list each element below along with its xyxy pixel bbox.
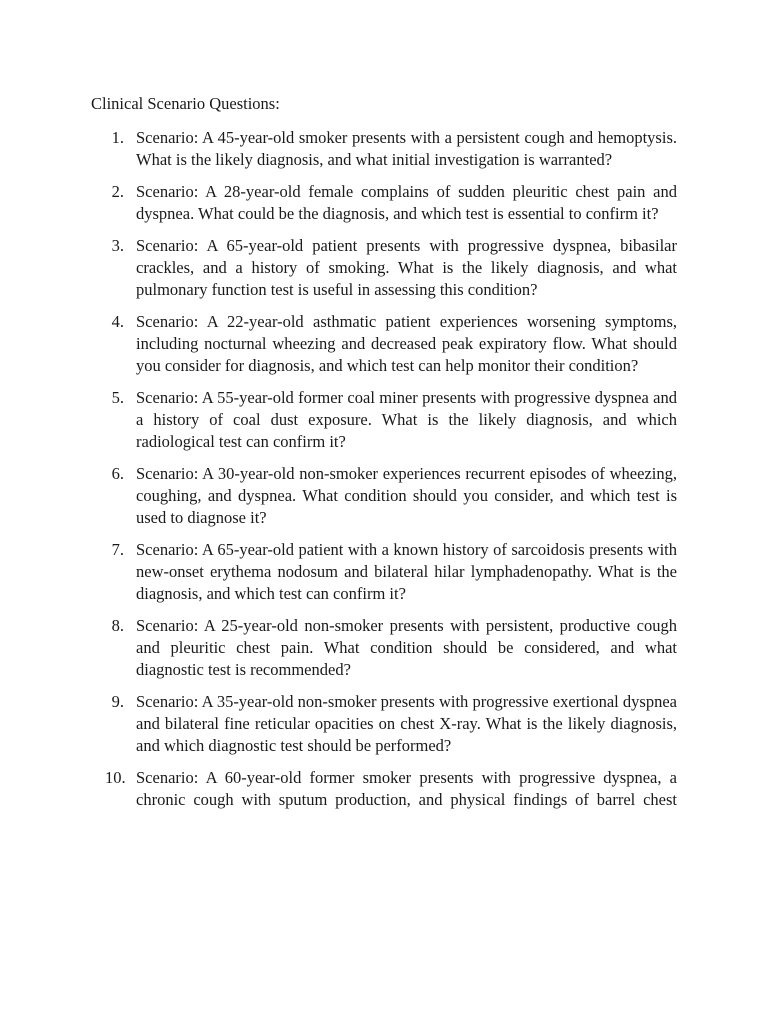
question-text: Scenario: A 60-year-old former smoker presents with progressive dyspnea, a chronic cough with sputum production, and physical findings of barrel chest bbox=[136, 768, 677, 809]
question-number: 1. bbox=[111, 128, 124, 147]
list-item bbox=[91, 463, 677, 529]
question-number: 2. bbox=[111, 182, 124, 201]
question-text: Scenario: A 30-year-old non-smoker experiences recurrent episodes of wheezing, coughing, and dyspnea. What condition should you consider, and which test is used to diagnose it? bbox=[136, 464, 677, 527]
question-list bbox=[91, 127, 677, 821]
list-item bbox=[91, 691, 677, 757]
question-text: Scenario: A 65-year-old patient presents with progressive dyspnea, bibasilar crackles, and a history of smoking. What is the likely diagnosis, and what pulmonary function test is useful in assessing this condition? bbox=[136, 236, 677, 299]
question-number: 7. bbox=[111, 540, 124, 559]
question-number: 4. bbox=[111, 312, 124, 331]
question-number: 9. bbox=[111, 692, 124, 711]
question-number: 3. bbox=[111, 236, 124, 255]
question-number: 10. bbox=[105, 768, 126, 787]
list-item bbox=[91, 767, 677, 811]
page-heading: Clinical Scenario Questions: bbox=[91, 94, 280, 113]
list-item bbox=[91, 127, 677, 171]
question-number: 6. bbox=[111, 464, 124, 483]
question-text: Scenario: A 55-year-old former coal miner presents with progressive dyspnea and a history of coal dust exposure. What is the likely diagnosis, and which radiological test can confirm it? bbox=[136, 388, 677, 451]
question-text: Scenario: A 22-year-old asthmatic patient experiences worsening symptoms, including nocturnal wheezing and decreased peak expiratory flow. What should you consider for diagnosis, and which test can help monitor their condition? bbox=[136, 312, 677, 375]
question-number: 8. bbox=[111, 616, 124, 635]
question-text: Scenario: A 35-year-old non-smoker presents with progressive exertional dyspnea and bilateral fine reticular opacities on chest X-ray. What is the likely diagnosis, and which diagnostic test should be performed? bbox=[136, 692, 677, 755]
list-item bbox=[91, 235, 677, 301]
question-text: Scenario: A 45-year-old smoker presents with a persistent cough and hemoptysis. What is the likely diagnosis, and what initial investigation is warranted? bbox=[136, 128, 677, 169]
list-item bbox=[91, 387, 677, 453]
list-item bbox=[91, 615, 677, 681]
question-text: Scenario: A 65-year-old patient with a known history of sarcoidosis presents with new-onset erythema nodosum and bilateral hilar lymphadenopathy. What is the diagnosis, and which test can confirm it? bbox=[136, 540, 677, 603]
list-item bbox=[91, 311, 677, 377]
question-number: 5. bbox=[111, 388, 124, 407]
list-item bbox=[91, 539, 677, 605]
question-text: Scenario: A 25-year-old non-smoker presents with persistent, productive cough and pleuritic chest pain. What condition should be considered, and what diagnostic test is recommended? bbox=[136, 616, 677, 679]
question-text: Scenario: A 28-year-old female complains of sudden pleuritic chest pain and dyspnea. What could be the diagnosis, and which test is essential to confirm it? bbox=[136, 182, 677, 223]
list-item bbox=[91, 181, 677, 225]
